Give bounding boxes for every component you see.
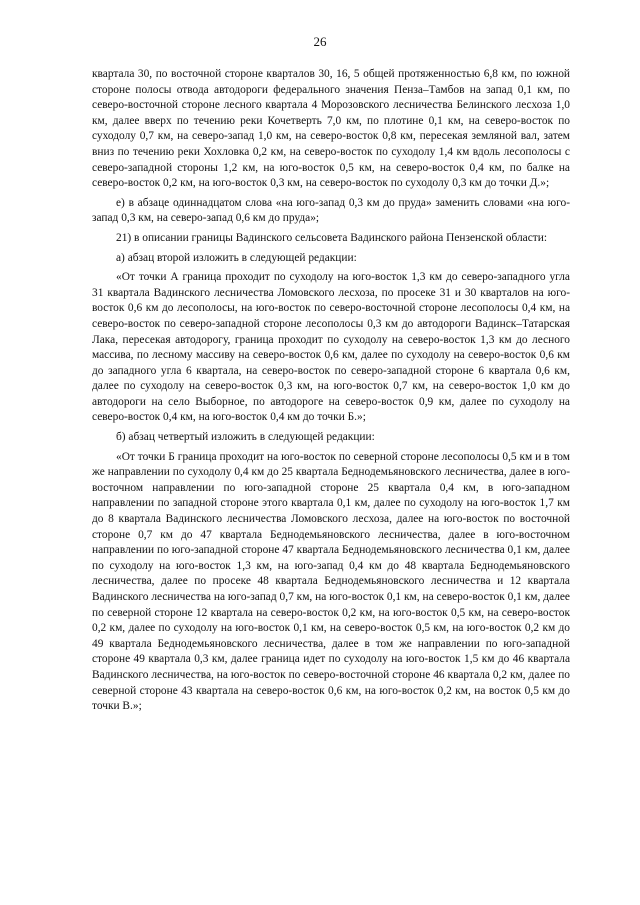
paragraph-continuation: квартала 30, по восточной стороне кварталов 30, 16, 5 общей протяженностью 6,8 км, по южной стороне полосы отвода автодороги федерального значения Пенза–Тамбов на запад 0,1 км, по северо-восточной стороне лесного квартала 4 Морозовского лесничества Белинского лесхоза 1,0 км, далее вверх по течению реки Кочетверть 7,0 км, по плотине 0,1 км, на северо-восток по суходолу 0,7 км, на северо-запад 1,0 км, на северо-восток 0,8 км, пересекая земляной вал, затем вниз по течению реки Хохловка 0,2 км, на северо-восток по суходолу 1,4 км вдоль лесополосы с северо-западной стороны 1,2 км, на юго-восток 0,5 км, на северо-восток 0,4 км, по балке на северо-восток 0,2 км, на юго-восток 0,3 км, на северо-восток по суходолу 0,3 км до точки Д.»; [92, 68, 570, 190]
paragraph-amendment-b: б) абзац четвертый изложить в следующей редакции: [116, 431, 375, 444]
paragraph-item-21: 21) в описании границы Вадинского сельсовета Вадинского района Пензенской области: [116, 231, 548, 244]
paragraph-quote-point-a: «От точки А граница проходит по суходолу на юго-восток 1,3 км до северо-западного угла 31 квартала Вадинского лесничества Ломовского лесхоза, по просеке 31 и 30 кварталов на юго-восток 0,6 км до лесополосы, на юго-восток по северо-восточной стороне лесополосы 0,4 км, на северо-восток по северо-западной стороне лесополосы 0,3 км до автодороги Вадинск–Татарская Лака, пересекая автодорогу, граница проходит по суходолу на северо-восток 1,3 км до лесного массива, по лесному массиву на северо-восток 0,6 км, далее по суходолу на северо-восток 0,6 км до западного угла 6 квартала, на северо-восток по северо-западной стороне 6 квартала 0,6 км, далее по суходолу на северо-восток 0,3 км, на юго-восток 0,7 км, на северо-восток 1,0 км до автодороги на село Выборное, по автодороге на северо-восток 0,9 км, далее по суходолу на северо-восток 0,4 км, на юго-восток 0,4 км до точки Б.»; [92, 271, 570, 424]
page-number: 26 [313, 34, 327, 49]
paragraph-amendment-a: а) абзац второй изложить в следующей редакции: [116, 251, 357, 264]
paragraph-amendment-e: е) в абзаце одиннадцатом слова «на юго-запад 0,3 км до пруда» заменить словами «на юго-запад 0,3 км, на северо-запад 0,6 км до пруда»; [92, 196, 570, 225]
paragraph-quote-point-b: «От точки Б граница проходит на юго-восток по северной стороне лесополосы 0,5 км и в том же направлении по суходолу 0,4 км до 25 квартала Беднодемьяновского лесничества, далее в юго-восточном направлении по юго-западной стороне 25 квартала 0,4 км, в юго-западном направлении по западной стороне этого квартала 0,1 км, далее по суходолу на юго-восток 1,7 км до 8 квартала Вадинского лесничества Ломовского лесхоза, далее на юго-восток по восточной стороне 0,7 км до 47 квартала Беднодемьяновского лесничества, далее в юго-восточном направлении по юго-западной стороне 47 квартала Беднодемьяновского лесничества 0,1 км, далее по суходолу на юго-восток 1,3 км, на юго-запад 0,4 км до 48 квартала Беднодемьяновского лесничества, далее по просеке 48 квартала Беднодемьяновского лесничества и 12 квартала Вадинского лесничества на юго-запад 0,7 км, на юго-восток 0,1 км, на северо-восток 0,1 км, далее по северной стороне 12 квартала на северо-восток 0,2 км, на юго-восток 0,5 км, на северо-восток 0,2 км, далее по суходолу на юго-восток 0,1 км, на северо-восток 0,5 км, на юго-восток 0,2 км до 49 квартала Беднодемьяновского лесничества, далее в том же направлении по юго-западной стороне 49 квартала 0,3 км, далее граница идет по суходолу на юго-восток 1,5 км до 46 квартала Вадинского лесничества, на юго-восток по северо-восточной стороне 46 квартала 0,2 км, далее по северной стороне 43 квартала на северо-восток 0,6 км, на юго-восток 0,2 км, на восток 0,5 км до точки В.»; [92, 450, 570, 713]
document-body [92, 67, 570, 715]
